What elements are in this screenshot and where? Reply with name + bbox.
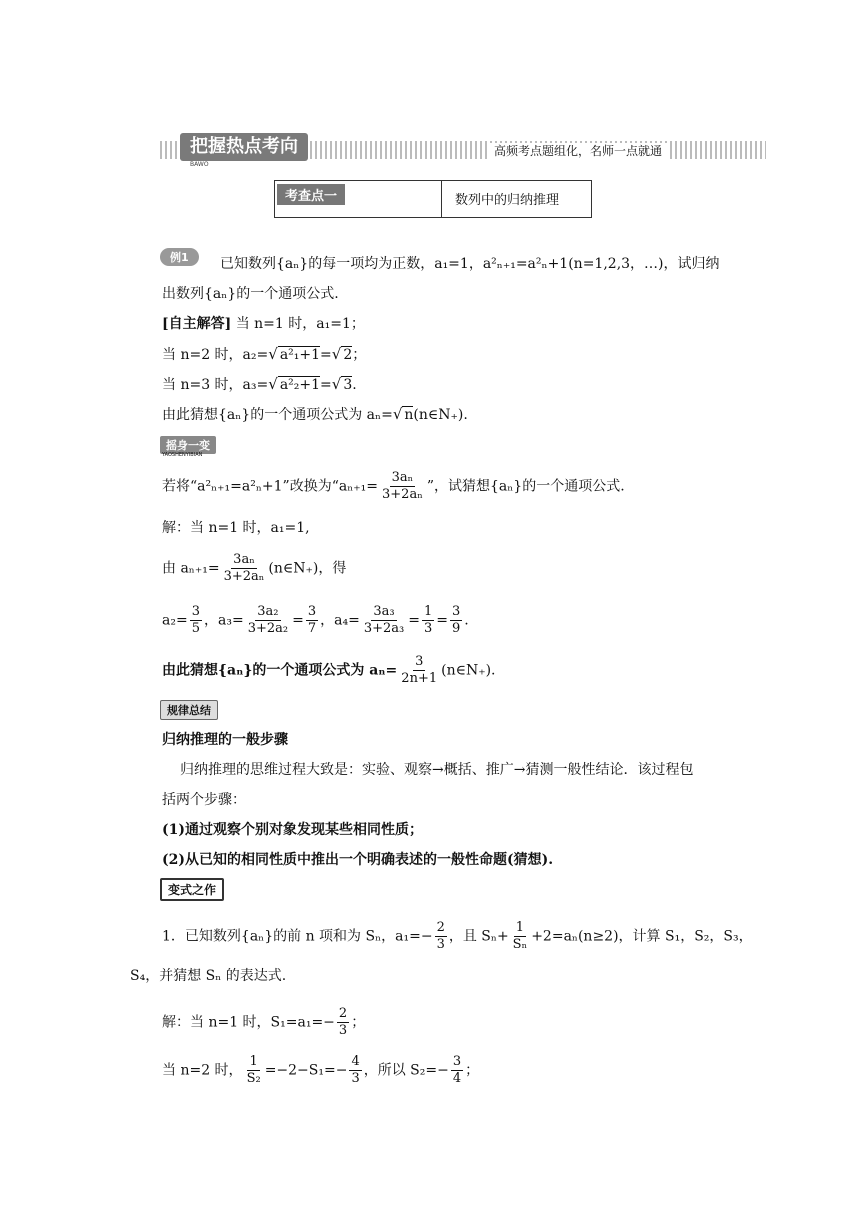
vq-pre: 若将“a²ₙ₊₁=a²ₙ+1”改换为“aₙ₊₁= <box>162 478 379 495</box>
fraction <box>349 1054 361 1087</box>
variant-question <box>162 470 625 503</box>
sqrt-icon: √ <box>268 375 278 393</box>
frac-den: 3 <box>338 1023 348 1038</box>
frac-den: 3+2aₙ <box>223 569 265 584</box>
frac-num: 3 <box>452 1054 462 1069</box>
frac-den: 3+2a₃ <box>363 621 405 636</box>
es1-pre: 解：当 n=1 时，S₁=a₁=− <box>162 1014 335 1031</box>
s4-pre: 由此猜想{aₙ}的一个通项公式为 aₙ= <box>162 407 393 423</box>
va3-p1: a₂= <box>162 612 188 629</box>
s3-pre: 当 n=3 时，a₃= <box>162 377 269 393</box>
summary-heading: 归纳推理的一般步骤 <box>162 732 288 748</box>
sqrt-icon: √ <box>392 405 403 423</box>
eq-p2: ，且 Sₙ+ <box>448 928 509 945</box>
variant-a2 <box>162 552 346 585</box>
frac-den: 3+2aₙ <box>382 487 423 502</box>
vq-end: ”，试猜想{aₙ}的一个通项公式. <box>426 478 625 495</box>
frac-num: 3aₙ <box>233 552 255 567</box>
banner-sub: BAWO <box>190 161 209 168</box>
frac-den: 3 <box>351 1071 360 1086</box>
variant-tag-sub: YAOSHENYIBIAN <box>162 452 203 458</box>
example-line-1: 已知数列{aₙ}的每一项均为正数，a₁=1，a²ₙ₊₁=a²ₙ+1(n=1,2,3，…)，试归纳 <box>220 256 720 272</box>
fraction <box>511 920 530 953</box>
frac-den: 2n+1 <box>401 671 438 686</box>
exercise-question-2: S₄，并猜想 Sₙ 的表达式. <box>130 968 287 984</box>
exercise-solution-1 <box>162 1006 365 1039</box>
frac-den: 3+2a₂ <box>247 621 289 636</box>
frac-num: 3aₙ <box>391 470 414 485</box>
fraction <box>222 552 267 585</box>
solution-label: [自主解答] <box>162 316 232 332</box>
summary-tag: 规律总结 <box>160 700 218 720</box>
fraction <box>246 604 290 637</box>
topic-title: 数列中的归纳推理 <box>455 193 560 208</box>
fraction <box>451 1054 463 1087</box>
va3-p3: = <box>292 612 304 629</box>
frac-den: 3 <box>436 937 445 952</box>
solution-s1: 当 n=1 时，a₁=1； <box>235 316 365 332</box>
frac-num: 3 <box>191 604 200 619</box>
summary-p1: 归纳推理的思维过程大致是：实验、观察→概括、推广→猜测一般性结论．该过程包 <box>180 762 694 778</box>
fraction <box>422 604 434 637</box>
frac-num: 1 <box>515 920 525 935</box>
s3-radicand-2: 3 <box>343 377 353 393</box>
fraction <box>435 920 447 953</box>
variant-a4 <box>162 654 496 687</box>
va3-p2: ，a₃= <box>203 612 244 629</box>
topic-tag: 考查点一 <box>277 184 345 205</box>
va3-p5: = <box>408 612 420 629</box>
es2-mid: =−2−S₁=− <box>264 1062 348 1079</box>
summary-p4: (2)从已知的相同性质中推出一个明确表述的一般性命题(猜想). <box>162 852 554 868</box>
frac-den: 9 <box>451 621 461 636</box>
frac-den: 5 <box>191 621 200 636</box>
summary-p2: 括两个步骤： <box>162 792 246 808</box>
s2-radicand-2: 2 <box>343 347 353 363</box>
banner-tagline: 高频考点题组化，名师一点就通 <box>488 143 668 159</box>
solution-line-3 <box>162 374 357 395</box>
frac-num: 3a₃ <box>373 604 395 619</box>
summary-p3: (1)通过观察个别对象发现某些相同性质； <box>162 822 423 838</box>
frac-den: 4 <box>452 1071 462 1086</box>
fraction <box>399 654 439 687</box>
frac-num: 3 <box>415 654 424 669</box>
eq-p3: +2=aₙ(n≥2)，计算 S₁，S₂，S₃， <box>531 928 753 945</box>
frac-den: Sₙ <box>512 937 528 952</box>
fraction <box>245 1054 263 1087</box>
fraction <box>306 604 318 637</box>
s3-radicand: a²₂+1 <box>279 377 321 393</box>
exercise-solution-2 <box>162 1054 479 1087</box>
va3-p6: = <box>436 612 448 629</box>
frac-num: 3a₂ <box>257 604 279 619</box>
es2-pre: 当 n=2 时， <box>162 1062 243 1079</box>
s2-radicand: a²₁+1 <box>279 347 321 363</box>
frac-num: 1 <box>423 604 433 619</box>
frac-den: S₂ <box>246 1071 261 1086</box>
s3-eq: = <box>320 377 332 393</box>
fraction <box>380 470 425 503</box>
variant-a1: 解：当 n=1 时，a₁=1, <box>162 520 310 536</box>
s4-end: (n∈N₊). <box>413 407 468 423</box>
section-banner <box>160 133 766 168</box>
es2-end: ； <box>465 1062 480 1079</box>
sqrt-icon: √ <box>331 345 342 363</box>
s3-end: . <box>352 377 357 393</box>
frac-num: 2 <box>338 1006 348 1021</box>
s2-eq: = <box>320 347 332 363</box>
solution-line-2 <box>162 344 366 365</box>
va3-p7: . <box>464 612 469 629</box>
sqrt-icon: √ <box>331 375 342 393</box>
frac-den: 3 <box>423 621 433 636</box>
s2-pre: 当 n=2 时，a₂= <box>162 347 269 363</box>
s2-end: ； <box>352 347 367 363</box>
variant-a3 <box>162 604 469 637</box>
fraction <box>362 604 406 637</box>
example-tag: 例1 <box>160 248 199 266</box>
es2-mid2: ，所以 S₂=− <box>363 1062 449 1079</box>
frac-num: 3 <box>451 604 461 619</box>
solution-line-1 <box>162 314 365 334</box>
s4-radicand: n <box>404 407 414 423</box>
va3-p4: ，a₄= <box>320 612 360 629</box>
frac-num: 4 <box>351 1054 360 1069</box>
va4-end: (n∈N₊). <box>441 662 496 679</box>
fraction <box>450 604 462 637</box>
exercise-question-1 <box>162 920 753 953</box>
sqrt-icon: √ <box>268 345 278 363</box>
variant-tag: 摇身一变 <box>160 436 216 454</box>
frac-num: 3 <box>307 604 317 619</box>
topic-box <box>274 180 592 218</box>
frac-num: 1 <box>249 1054 258 1069</box>
va2-pre: 由 aₙ₊₁= <box>162 560 220 577</box>
exercise-tag: 变式之作 <box>160 878 224 901</box>
example-line-2: 出数列{aₙ}的一个通项公式. <box>162 286 339 302</box>
va4-pre: 由此猜想{aₙ}的一个通项公式为 aₙ= <box>162 662 398 679</box>
solution-line-4 <box>162 404 468 425</box>
topic-box-left <box>275 181 442 217</box>
es1-end: ； <box>351 1014 366 1031</box>
fraction <box>190 604 202 637</box>
frac-den: 7 <box>307 621 317 636</box>
banner-title: 把握热点考向 <box>180 133 308 161</box>
eq-p1: 1．已知数列{aₙ}的前 n 项和为 Sₙ，a₁=− <box>162 928 433 945</box>
frac-num: 2 <box>436 920 445 935</box>
fraction <box>337 1006 349 1039</box>
va2-end: (n∈N₊)，得 <box>268 560 347 577</box>
